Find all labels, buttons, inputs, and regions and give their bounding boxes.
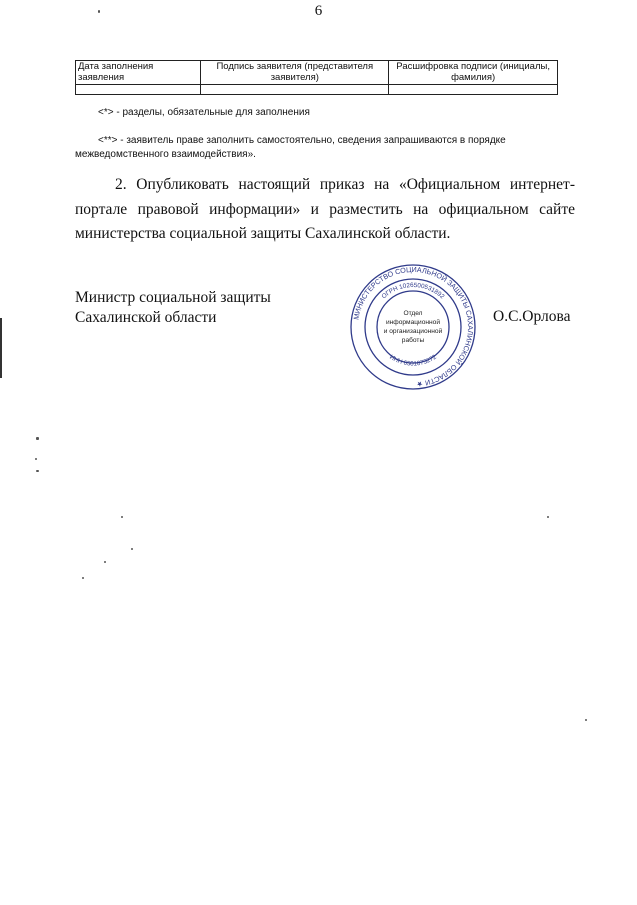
table-header-row — [76, 61, 558, 85]
scan-speck — [121, 516, 123, 518]
scan-speck — [36, 470, 39, 472]
footnote-optional: <**> - заявитель праве заполнить самостоятельно, сведения запрашиваются в порядке межведомственного взаимодействия». — [75, 135, 506, 160]
scan-speck — [82, 577, 84, 579]
stamp-ring-text: МИНИСТЕРСТВО СОЦИАЛЬНОЙ ЗАЩИТЫ САХАЛИНСКОЙ ОБЛАСТИ ★ — [351, 264, 476, 389]
footnote-required: <*> - разделы, обязательные для заполнения — [98, 107, 310, 118]
signer-title-line2: Сахалинской области — [75, 309, 217, 326]
stamp-center-line: и организационной — [383, 328, 443, 335]
table-cell-signature — [201, 85, 389, 95]
scan-speck — [36, 437, 39, 440]
scan-speck — [547, 516, 549, 518]
page-number: 6 — [314, 3, 323, 19]
table-row — [76, 85, 558, 95]
table-header-signature: Подпись заявителя (представителя заявителя) — [201, 61, 389, 85]
table-cell-date — [76, 85, 201, 95]
stamp-ogrn: ОГРН 1026500531892 — [380, 281, 446, 301]
signature-table — [75, 60, 558, 95]
scan-speck — [98, 10, 100, 13]
stamp-center-line: Отдел — [403, 310, 423, 317]
official-stamp — [349, 263, 477, 391]
signer-name: О.С.Орлова — [493, 308, 571, 325]
stamp-inn: ИНН 6501073272 — [388, 353, 438, 368]
table-cell-decoding — [389, 85, 558, 95]
scan-speck — [35, 458, 37, 460]
stamp-center-line: информационной — [385, 319, 441, 326]
scan-edge-mark — [0, 318, 2, 378]
signer-title-line1: Министр социальной защиты — [75, 289, 271, 306]
stamp-center-text — [384, 310, 443, 344]
body-paragraph: 2. Опубликовать настоящий приказ на «Официальном интернет-портале правовой информации» и разместить на официальном сайте министерства социальной защиты Сахалинской области. — [75, 176, 575, 242]
table-header-decoding: Расшифровка подписи (инициалы, фамилия) — [389, 61, 558, 85]
scan-speck — [131, 548, 133, 550]
scan-speck — [104, 561, 106, 563]
scan-speck — [585, 719, 587, 721]
table-header-date: Дата заполнения заявления — [76, 61, 201, 85]
stamp-center-line: работы — [401, 337, 425, 344]
signer-title — [75, 288, 271, 328]
